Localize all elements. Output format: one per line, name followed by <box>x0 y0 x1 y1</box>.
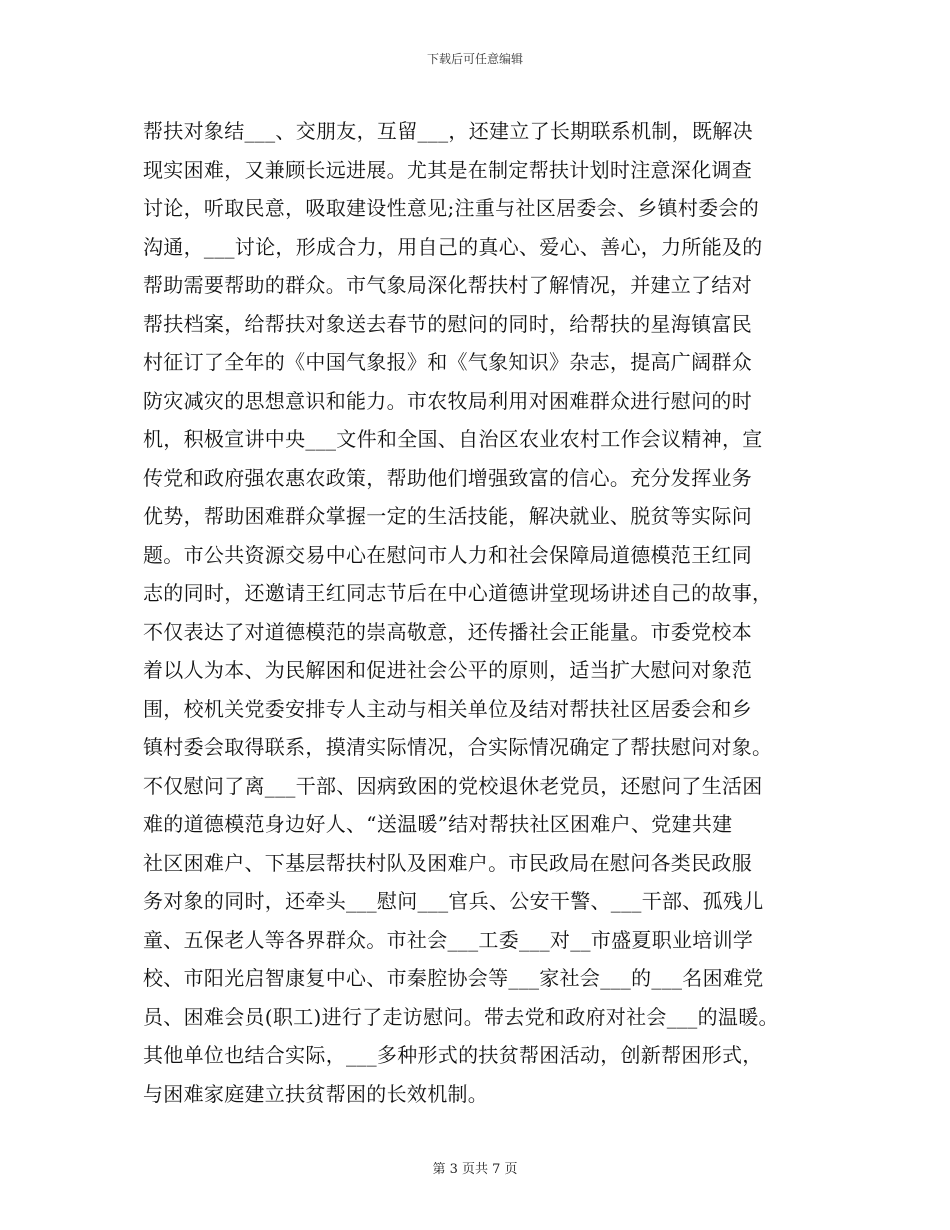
text-line: 围，校机关党委安排专人主动与相关单位及结对帮扶社区居委会和乡 <box>143 696 752 721</box>
text-line: 员、困难会员(职工)进行了走访慰问。带去党和政府对社会___的温暖。 <box>143 1004 779 1029</box>
text-line: 校、市阳光启智康复中心、市秦腔协会等___家社会___的___名困难党 <box>143 966 764 990</box>
text-line: 传党和政府强农惠农政策，帮助他们增强致富的信心。充分发挥业务 <box>143 465 752 490</box>
text-line: 帮助需要帮助的群众。市气象局深化帮扶村了解情况，并建立了结对 <box>143 273 752 297</box>
text-line: 帮扶对象结___、交朋友，互留___，还建立了长期联系机制，既解决 <box>143 119 753 143</box>
text-line: 优势，帮助困难群众掌握一定的生活技能，解决就业、脱贫等实际问 <box>143 504 752 528</box>
page-header-note: 下载后可任意编辑 <box>426 52 523 66</box>
text-line: 不仅慰问了离___干部、因病致困的党校退休老党员，还慰问了生活困 <box>143 773 763 798</box>
text-line: 务对象的同时，还牵头___慰问___官兵、公安干警、___干部、孤残儿 <box>143 889 764 913</box>
text-line: 不仅表达了对道德模范的崇高敬意，还传播社会正能量。市委党校本 <box>143 619 752 644</box>
text-line: 志的同时，还邀请王红同志节后在中心道德讲堂现场讲述自己的故事， <box>143 581 773 605</box>
text-line: 机，积极宣讲中央___文件和全国、自治区农业农村工作会议精神，宣 <box>143 427 763 451</box>
text-line: 帮扶档案，给帮扶对象送去春节的慰问的同时，给帮扶的星海镇富民 <box>143 311 752 336</box>
text-line: 难的道德模范身边好人、“送温暖”结对帮扶社区困难户、党建共建 <box>143 812 733 836</box>
text-line: 社区困难户、下基层帮扶村队及困难户。市民政局在慰问各类民政服 <box>143 850 752 875</box>
text-line: 沟通，___讨论，形成合力，用自己的真心、爱心、善心，力所能及的 <box>143 234 763 259</box>
text-line: 其他单位也结合实际，___多种形式的扶贫帮困活动，创新帮困形式， <box>143 1043 763 1067</box>
text-line: 题。市公共资源交易中心在慰问市人力和社会保障局道德模范王红同 <box>143 542 752 567</box>
page-number: 第 3 页共 7 页 <box>432 1162 518 1177</box>
text-line: 童、五保老人等各界群众。市社会___工委___对__市盛夏职业培训学 <box>143 927 754 952</box>
text-line: 镇村委会取得联系，摸清实际情况，合实际情况确定了帮扶慰问对象。 <box>143 735 773 759</box>
text-line: 村征订了全年的《中国气象报》和《气象知识》杂志，提高广阔群众 <box>143 350 752 374</box>
text-line: 防灾减灾的思想意识和能力。市农牧局利用对困难群众进行慰问的时 <box>143 388 752 413</box>
text-line: 讨论，听取民意，吸取建设性意见;注重与社区居委会、乡镇村委会的 <box>143 196 760 220</box>
text-line: 着以人为本、为民解困和促进社会公平的原则，适当扩大慰问对象范 <box>143 658 752 682</box>
text-line: 与困难家庭建立扶贫帮困的长效机制。 <box>143 1081 489 1106</box>
document-body <box>143 112 823 1113</box>
text-line: 现实困难，又兼顾长远进展。尤其是在制定帮扶计划时注意深化调查 <box>143 157 752 182</box>
